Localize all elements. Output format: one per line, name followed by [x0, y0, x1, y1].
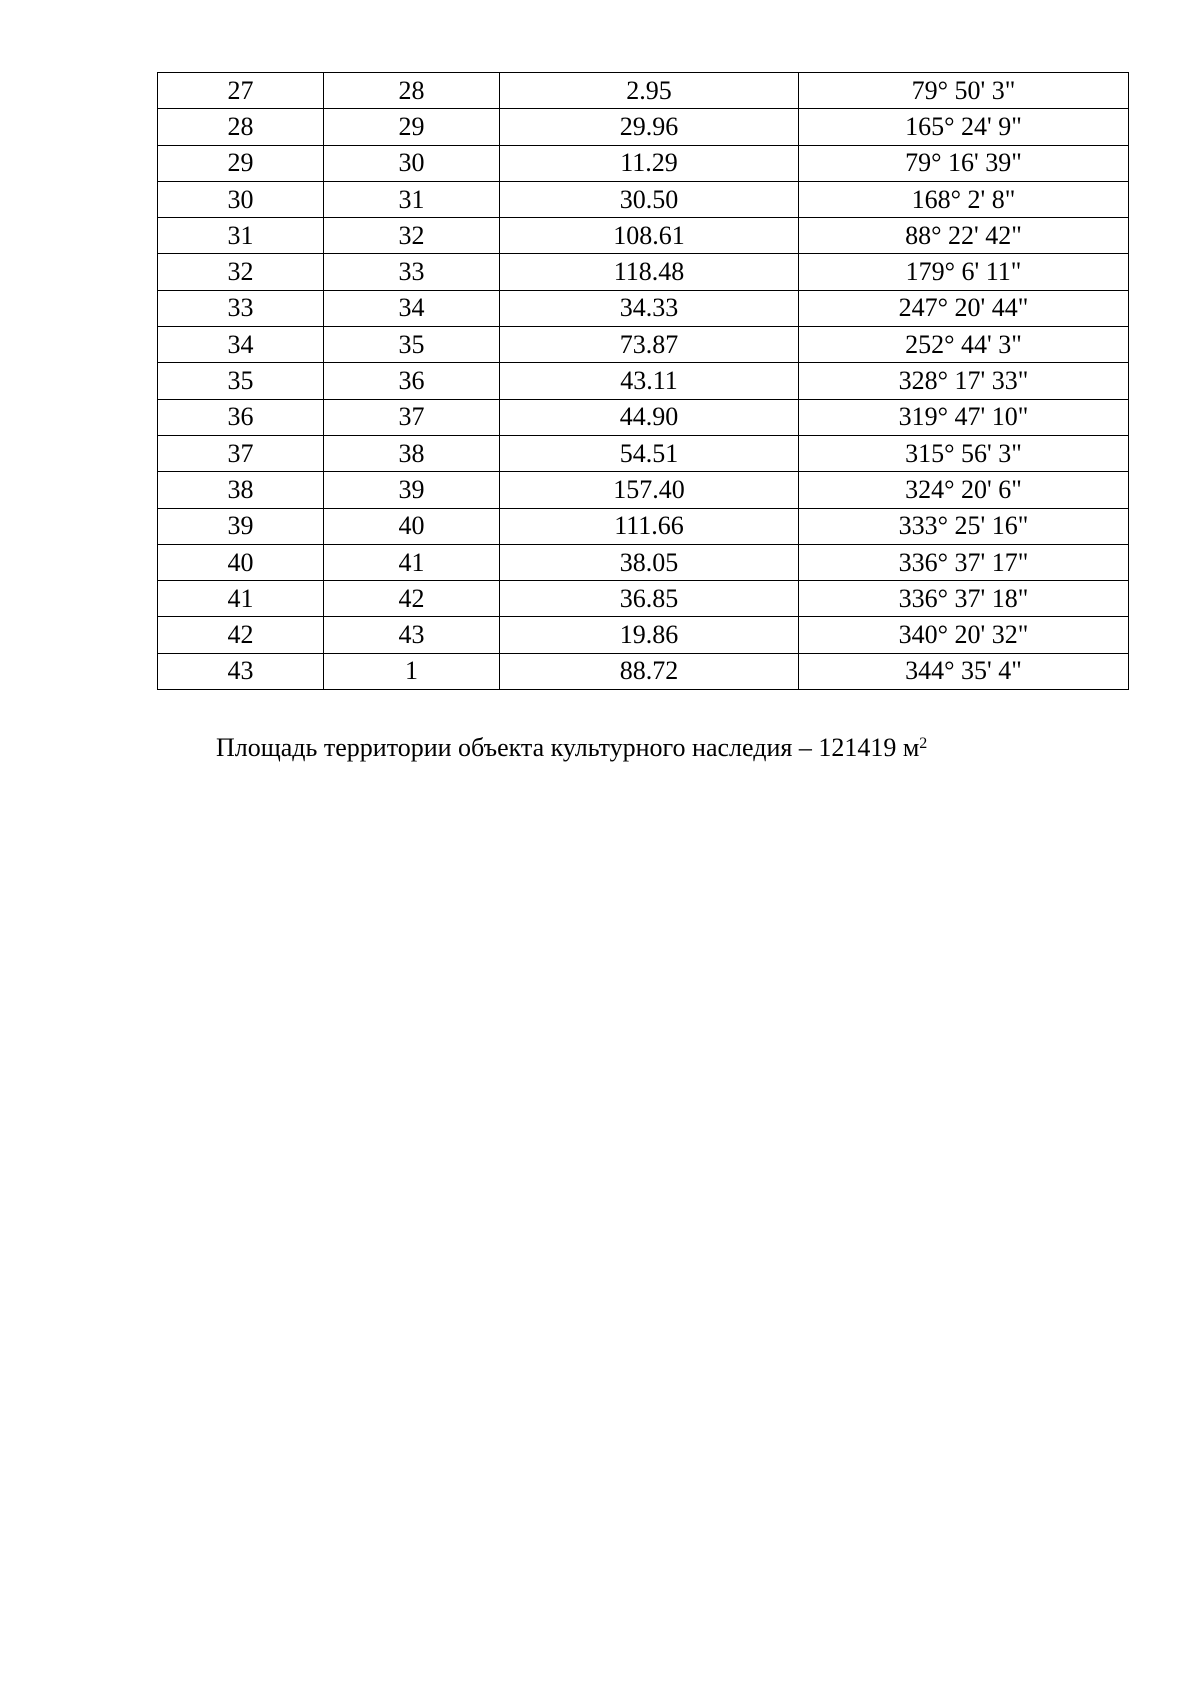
from-point-cell: 29: [158, 145, 324, 181]
from-point-cell: 37: [158, 435, 324, 471]
from-point-cell: 35: [158, 363, 324, 399]
to-point-cell: 1: [324, 653, 500, 689]
table-row: [158, 472, 1129, 508]
from-point-cell: 32: [158, 254, 324, 290]
distance-cell: 30.50: [500, 181, 799, 217]
bearing-cell: 333° 25' 16": [799, 508, 1129, 544]
from-point-cell: 36: [158, 399, 324, 435]
distance-cell: 54.51: [500, 435, 799, 471]
table-row: [158, 327, 1129, 363]
to-point-cell: 31: [324, 181, 500, 217]
to-point-cell: 33: [324, 254, 500, 290]
bearing-cell: 88° 22' 42": [799, 218, 1129, 254]
table-row: [158, 290, 1129, 326]
distance-cell: 2.95: [500, 73, 799, 109]
bearing-cell: 328° 17' 33": [799, 363, 1129, 399]
bearing-cell: 79° 50' 3": [799, 73, 1129, 109]
to-point-cell: 32: [324, 218, 500, 254]
table-row: [158, 363, 1129, 399]
to-point-cell: 34: [324, 290, 500, 326]
from-point-cell: 28: [158, 109, 324, 145]
from-point-cell: 40: [158, 544, 324, 580]
distance-cell: 118.48: [500, 254, 799, 290]
table-row: [158, 399, 1129, 435]
distance-cell: 108.61: [500, 218, 799, 254]
to-point-cell: 42: [324, 581, 500, 617]
to-point-cell: 30: [324, 145, 500, 181]
boundary-coordinates-table: [157, 72, 1129, 690]
from-point-cell: 34: [158, 327, 324, 363]
area-unit-superscript: 2: [919, 735, 928, 752]
distance-cell: 34.33: [500, 290, 799, 326]
table-row: [158, 544, 1129, 580]
distance-cell: 157.40: [500, 472, 799, 508]
to-point-cell: 37: [324, 399, 500, 435]
distance-cell: 43.11: [500, 363, 799, 399]
from-point-cell: 42: [158, 617, 324, 653]
from-point-cell: 38: [158, 472, 324, 508]
to-point-cell: 40: [324, 508, 500, 544]
to-point-cell: 41: [324, 544, 500, 580]
to-point-cell: 38: [324, 435, 500, 471]
to-point-cell: 43: [324, 617, 500, 653]
distance-cell: 111.66: [500, 508, 799, 544]
distance-cell: 73.87: [500, 327, 799, 363]
distance-cell: 44.90: [500, 399, 799, 435]
distance-cell: 11.29: [500, 145, 799, 181]
to-point-cell: 39: [324, 472, 500, 508]
from-point-cell: 31: [158, 218, 324, 254]
bearing-cell: 168° 2' 8": [799, 181, 1129, 217]
to-point-cell: 36: [324, 363, 500, 399]
bearing-cell: 340° 20' 32": [799, 617, 1129, 653]
table-row: [158, 218, 1129, 254]
distance-cell: 88.72: [500, 653, 799, 689]
bearing-cell: 319° 47' 10": [799, 399, 1129, 435]
table-row: [158, 435, 1129, 471]
table-row: [158, 254, 1129, 290]
table-row: [158, 508, 1129, 544]
from-point-cell: 27: [158, 73, 324, 109]
bearing-cell: 324° 20' 6": [799, 472, 1129, 508]
from-point-cell: 39: [158, 508, 324, 544]
to-point-cell: 28: [324, 73, 500, 109]
bearing-cell: 179° 6' 11": [799, 254, 1129, 290]
bearing-cell: 344° 35' 4": [799, 653, 1129, 689]
bearing-cell: 252° 44' 3": [799, 327, 1129, 363]
table-row: [158, 181, 1129, 217]
table-body: [158, 73, 1129, 690]
from-point-cell: 41: [158, 581, 324, 617]
from-point-cell: 33: [158, 290, 324, 326]
table-row: [158, 617, 1129, 653]
table-row: [158, 145, 1129, 181]
table-row: [158, 109, 1129, 145]
distance-cell: 29.96: [500, 109, 799, 145]
table-row: [158, 73, 1129, 109]
to-point-cell: 35: [324, 327, 500, 363]
territory-area-statement: [216, 733, 927, 763]
bearing-cell: 315° 56' 3": [799, 435, 1129, 471]
bearing-cell: 336° 37' 18": [799, 581, 1129, 617]
to-point-cell: 29: [324, 109, 500, 145]
distance-cell: 36.85: [500, 581, 799, 617]
bearing-cell: 247° 20' 44": [799, 290, 1129, 326]
table-row: [158, 581, 1129, 617]
from-point-cell: 30: [158, 181, 324, 217]
bearing-cell: 336° 37' 17": [799, 544, 1129, 580]
distance-cell: 38.05: [500, 544, 799, 580]
bearing-cell: 165° 24' 9": [799, 109, 1129, 145]
area-text: Площадь территории объекта культурного наследия – 121419 м: [216, 733, 920, 762]
bearing-cell: 79° 16' 39": [799, 145, 1129, 181]
table-row: [158, 653, 1129, 689]
distance-cell: 19.86: [500, 617, 799, 653]
from-point-cell: 43: [158, 653, 324, 689]
